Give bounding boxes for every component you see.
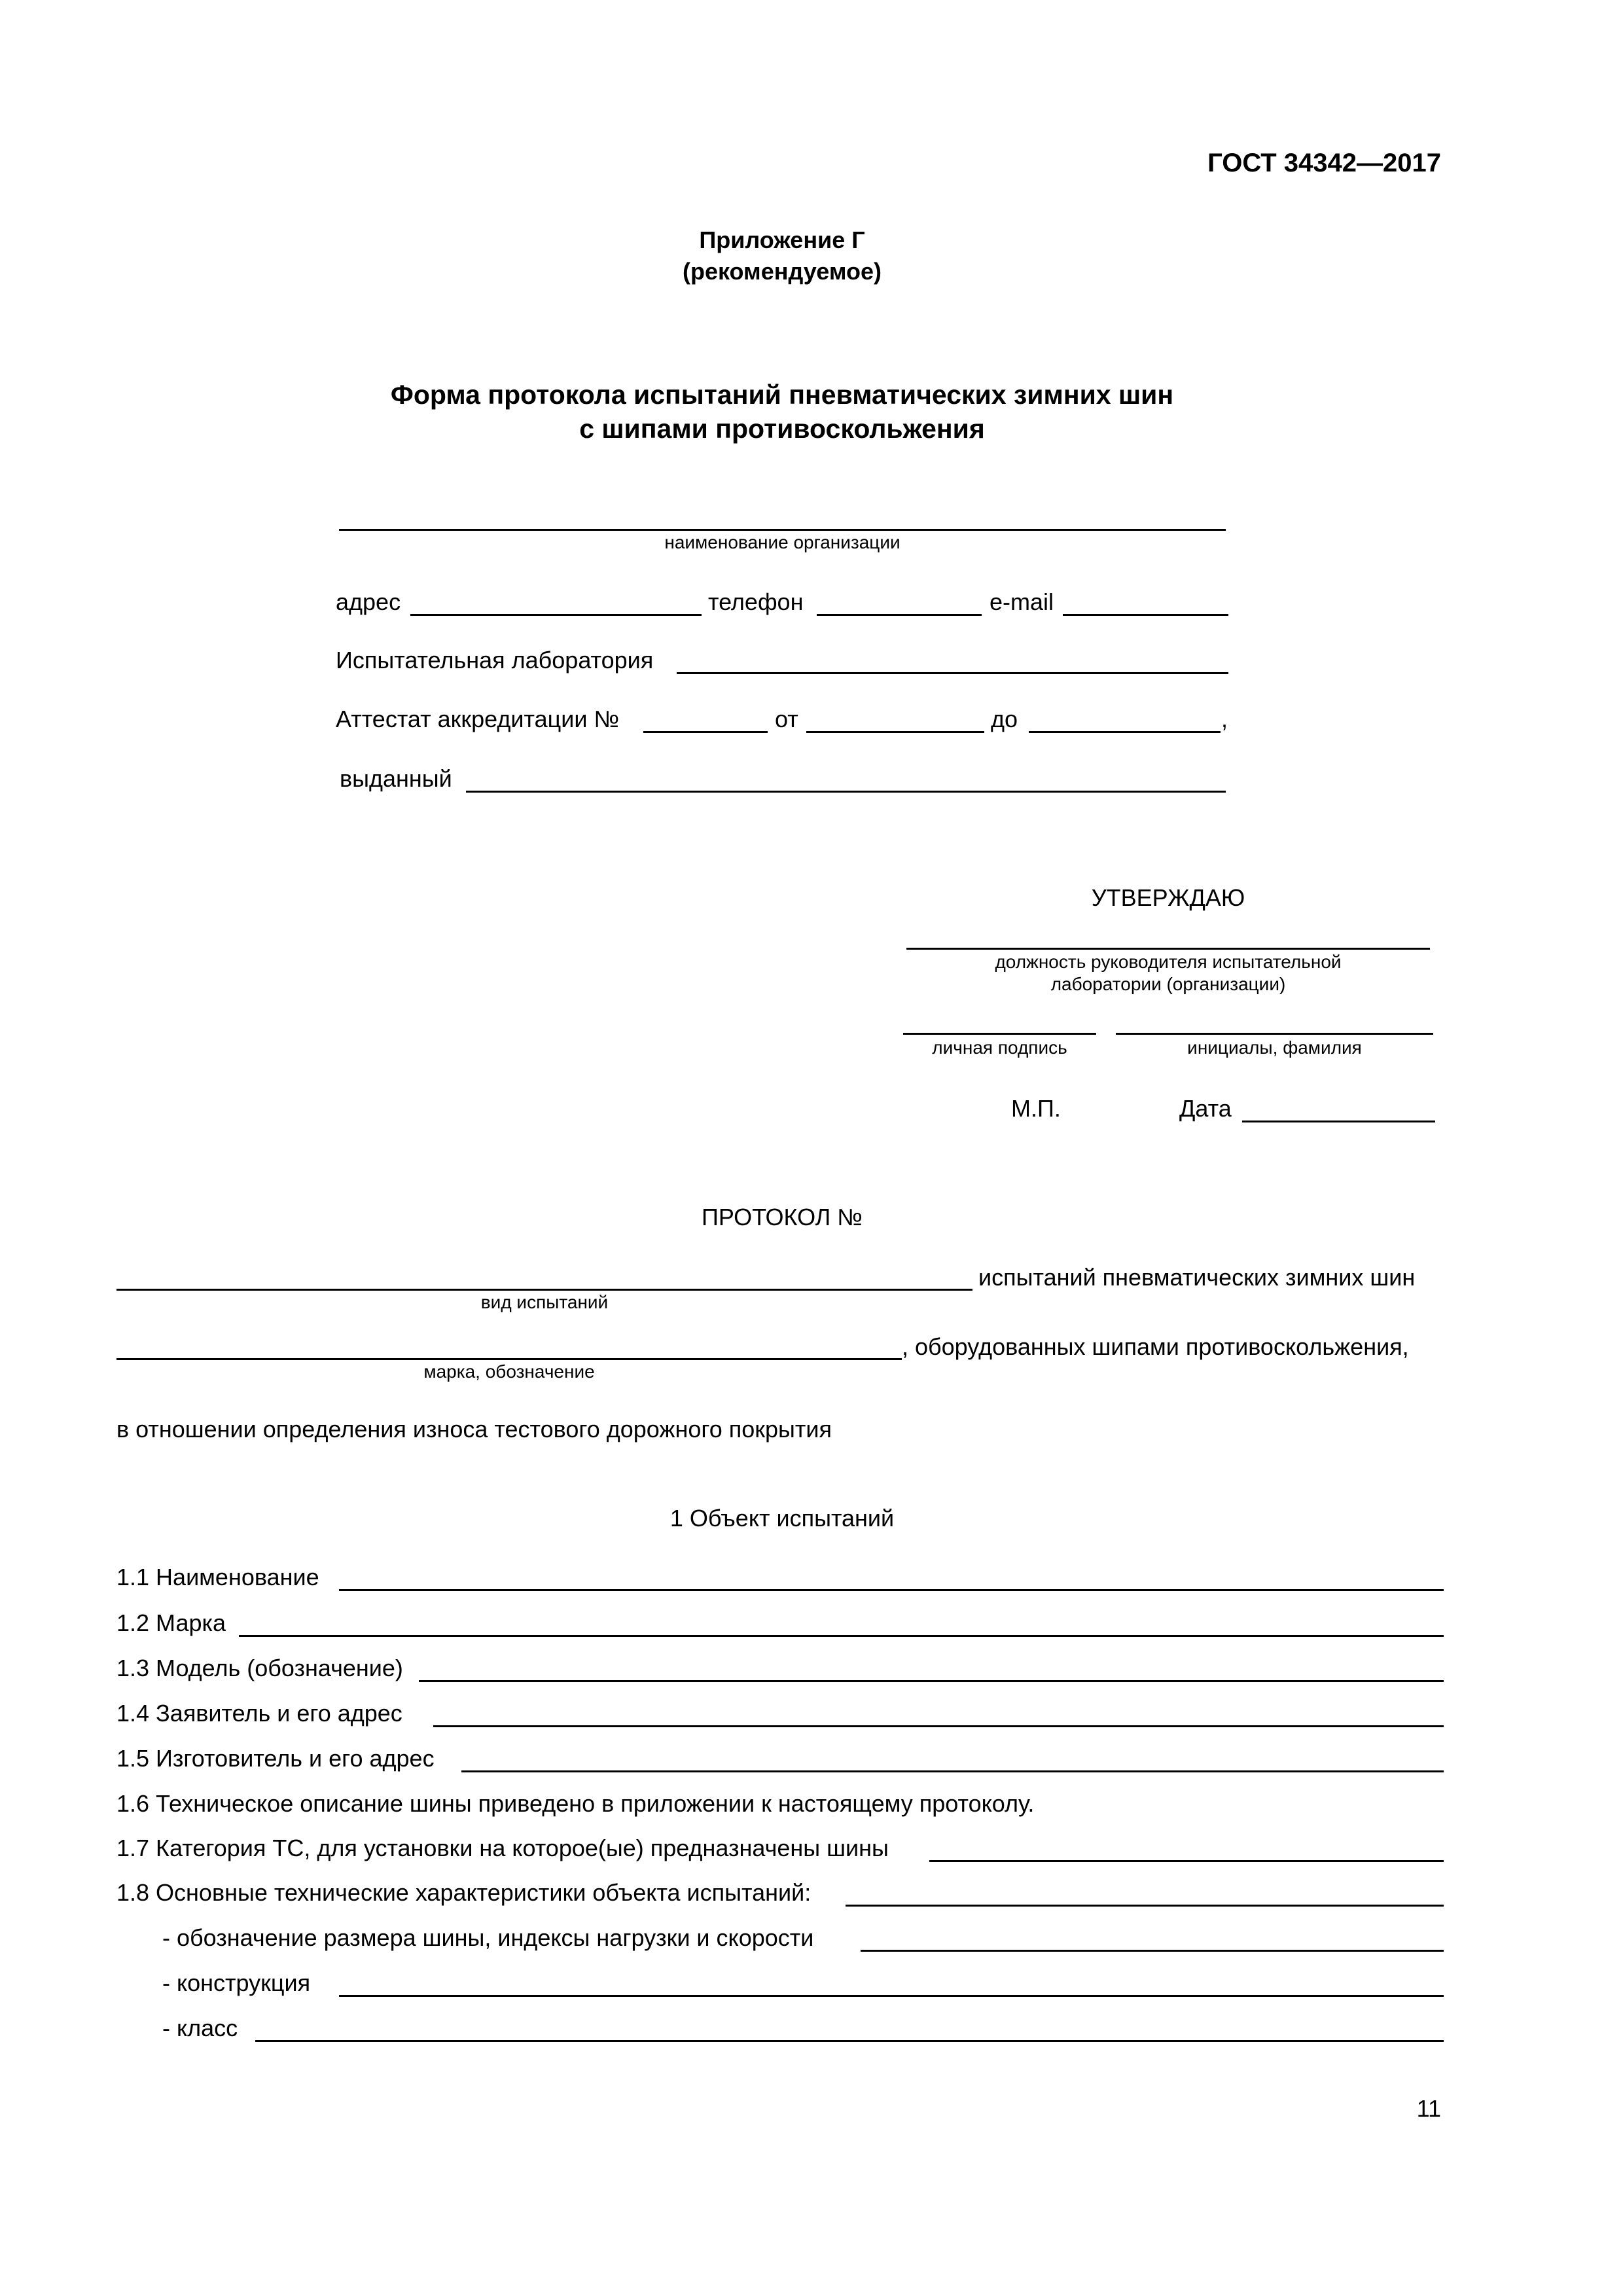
accreditation-to-line[interactable] [1029, 731, 1221, 733]
item-1-2-label: 1.2 Марка [116, 1609, 226, 1636]
item-1-3-label: 1.3 Модель (обозначение) [116, 1655, 403, 1681]
accreditation-to-label: до [991, 706, 1018, 732]
form-title-line2: с шипами противоскольжения [579, 414, 985, 444]
item-1-1-label: 1.1 Наименование [116, 1564, 319, 1590]
protocol-title: ПРОТОКОЛ № [702, 1204, 863, 1230]
phone-line[interactable] [817, 614, 982, 616]
accreditation-from-line[interactable] [806, 731, 984, 733]
item-1-1-line[interactable] [339, 1589, 1444, 1591]
relation-text: в отношении определения износа тестового дорожного покрытия [116, 1416, 832, 1443]
item-1-4-line[interactable] [433, 1725, 1444, 1727]
accreditation-label: Аттестат аккредитации № [336, 706, 620, 732]
lab-label: Испытательная лаборатория [336, 647, 654, 673]
page-number: 11 [1416, 2095, 1441, 2122]
subitem-construction-label: - конструкция [162, 1969, 311, 1996]
standard-number: ГОСТ 34342—2017 [1207, 149, 1441, 177]
lab-line[interactable] [677, 672, 1228, 674]
email-line[interactable] [1063, 614, 1228, 616]
item-1-7-line[interactable] [929, 1860, 1444, 1862]
date-line[interactable] [1242, 1121, 1435, 1122]
org-name-caption: наименование организации [664, 532, 901, 552]
subitem-size-label: - обозначение размера шины, индексы нагрузки и скорости [162, 1924, 814, 1951]
brand-line[interactable] [116, 1358, 902, 1360]
address-line[interactable] [410, 614, 702, 616]
approve-heading: УТВЕРЖДАЮ [1091, 884, 1245, 911]
seal-label: М.П. [1011, 1095, 1061, 1122]
item-1-5-label: 1.5 Изготовитель и его адрес [116, 1745, 435, 1772]
accreditation-number-line[interactable] [643, 731, 768, 733]
appendix-title: Приложение Г [699, 226, 865, 253]
subitem-construction-line[interactable] [339, 1995, 1444, 1997]
item-1-8-line[interactable] [846, 1905, 1444, 1907]
appendix-status: (рекомендуемое) [683, 258, 882, 285]
initials-caption: инициалы, фамилия [1187, 1037, 1362, 1058]
address-label: адрес [336, 588, 401, 615]
equipped-suffix: , оборудованных шипами противоскольжения, [902, 1333, 1409, 1360]
initials-line[interactable] [1116, 1033, 1433, 1035]
form-title-line1: Форма протокола испытаний пневматических зимних шин [390, 380, 1174, 410]
item-1-7-label: 1.7 Категория ТС, для установки на котороe(ые) предназначены шины [116, 1835, 889, 1861]
item-1-4-label: 1.4 Заявитель и его адрес [116, 1700, 402, 1727]
date-label: Дата [1179, 1095, 1232, 1122]
accreditation-comma: , [1221, 706, 1228, 732]
subitem-size-line[interactable] [861, 1950, 1444, 1952]
issued-label: выданный [340, 765, 452, 792]
subitem-class-line[interactable] [255, 2040, 1444, 2042]
position-line[interactable] [906, 948, 1430, 950]
test-type-caption: вид испытаний [480, 1292, 609, 1312]
tests-suffix: испытаний пневматических зимних шин [978, 1264, 1416, 1291]
section1-title: 1 Объект испытаний [669, 1505, 895, 1532]
item-1-6-label: 1.6 Техническое описание шины приведено в приложении к настоящему протоколу. [116, 1790, 1035, 1817]
subitem-class-label: - класс [162, 2015, 238, 2041]
item-1-3-line[interactable] [419, 1680, 1444, 1682]
position-caption-line2: лаборатории (организации) [1050, 974, 1286, 994]
item-1-2-line[interactable] [239, 1635, 1444, 1637]
accreditation-from-label: от [775, 706, 798, 732]
org-name-line[interactable] [339, 529, 1226, 531]
issued-line[interactable] [466, 791, 1226, 793]
position-caption-line1: должность руководителя испытательной [995, 952, 1342, 972]
email-label: e-mail [990, 588, 1054, 615]
signature-line[interactable] [903, 1033, 1096, 1035]
brand-caption: марка, обозначение [423, 1361, 595, 1382]
item-1-5-line[interactable] [461, 1770, 1444, 1772]
phone-label: телефон [708, 588, 804, 615]
test-type-line[interactable] [116, 1289, 972, 1291]
item-1-8-label: 1.8 Основные технические характеристики объекта испытаний: [116, 1879, 812, 1906]
signature-caption: личная подпись [932, 1037, 1067, 1058]
